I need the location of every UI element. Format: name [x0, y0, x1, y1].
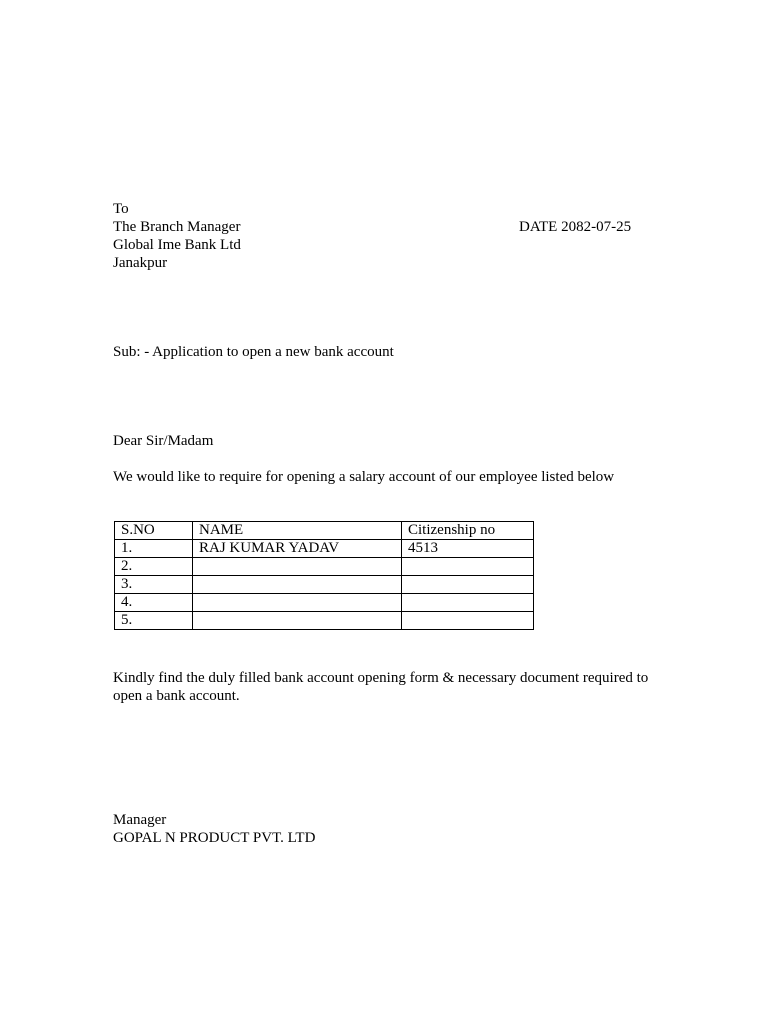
cell-name [193, 594, 402, 612]
cell-name: RAJ KUMAR YADAV [193, 540, 402, 558]
cell-sno: 1. [115, 540, 193, 558]
cell-sno: 5. [115, 612, 193, 630]
cell-name [193, 612, 402, 630]
table-row [115, 540, 534, 558]
header-citizenship: Citizenship no [402, 522, 534, 540]
closing-paragraph: Kindly find the duly filled bank account opening form & necessary document required to open a bank account. [113, 670, 649, 704]
subject-line: Sub: - Application to open a new bank account [113, 344, 394, 360]
cell-sno: 3. [115, 576, 193, 594]
table-row [115, 558, 534, 576]
recipient-to: To [113, 201, 129, 217]
recipient-city: Janakpur [113, 255, 168, 271]
signature-block [113, 811, 315, 847]
cell-citizenship: 4513 [402, 540, 534, 558]
cell-citizenship [402, 594, 534, 612]
recipient-title: The Branch Manager [113, 219, 241, 235]
letter-date: DATE 2082-07-25 [519, 219, 632, 235]
cell-name [193, 558, 402, 576]
cell-citizenship [402, 576, 534, 594]
table-row [115, 612, 534, 630]
employee-table [114, 521, 534, 630]
cell-citizenship [402, 612, 534, 630]
cell-name [193, 576, 402, 594]
salutation: Dear Sir/Madam [113, 433, 214, 449]
table-row [115, 594, 534, 612]
header-sno: S.NO [115, 522, 193, 540]
recipient-bank: Global Ime Bank Ltd [113, 237, 241, 253]
cell-sno: 4. [115, 594, 193, 612]
recipient-address [113, 200, 241, 272]
signature-company: GOPAL N PRODUCT PVT. LTD [113, 830, 316, 846]
header-name: NAME [193, 522, 402, 540]
cell-citizenship [402, 558, 534, 576]
signature-role: Manager [113, 812, 167, 828]
cell-sno: 2. [115, 558, 193, 576]
table-header-row [115, 522, 534, 540]
intro-paragraph: We would like to require for opening a salary account of our employee listed below [113, 469, 615, 485]
table-row [115, 576, 534, 594]
